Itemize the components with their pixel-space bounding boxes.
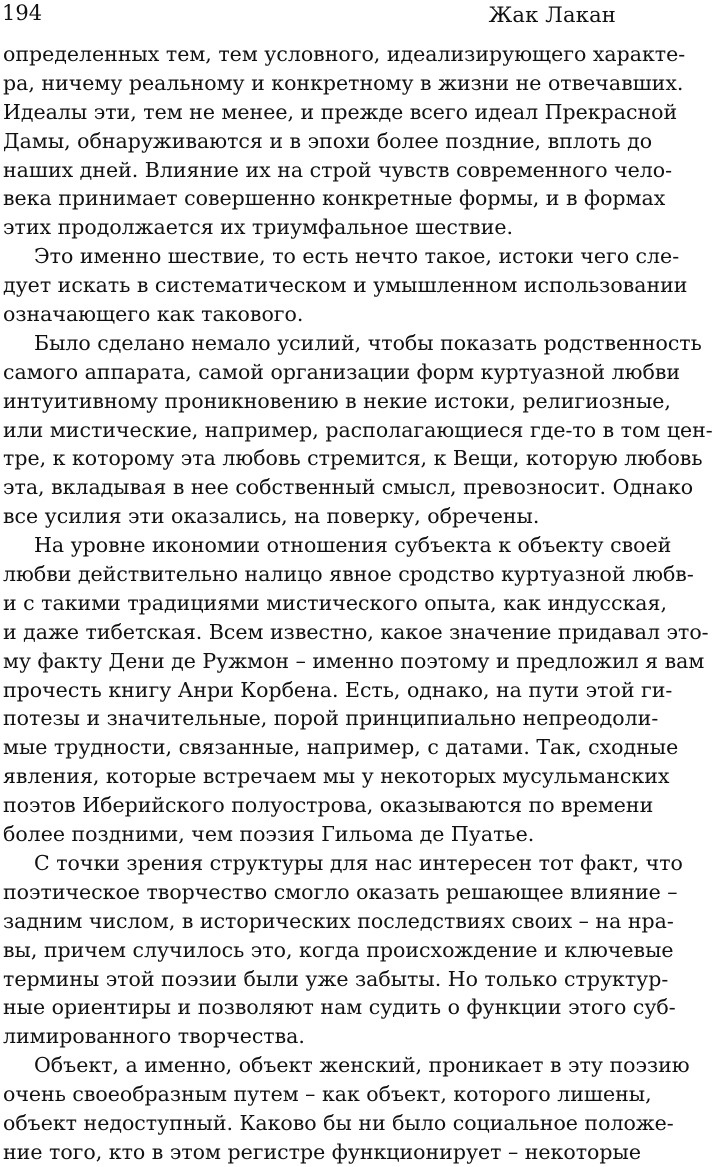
text-line: Это именно шествие, то есть нечто такое, истоки чего сле- bbox=[34, 244, 680, 269]
text-line: означающего как такового. bbox=[3, 302, 304, 327]
paragraph bbox=[0, 40, 686, 242]
text-line: поэтическое творчество смогло оказать решающее влияние – bbox=[3, 879, 678, 904]
text-line: и с такими традициями мистического опыта, как индусская, bbox=[3, 590, 667, 615]
text-line: любви действительно налицо явное сродство куртуазной любв- bbox=[3, 562, 694, 587]
text-line: все усилия эти оказались, на поверку, обречены. bbox=[3, 504, 540, 529]
text-line: На уровне икономии отношения субъекта к объекту своей bbox=[34, 533, 672, 558]
text-line: тре, к которому эта любовь стремится, к Вещи, которую любовь bbox=[3, 446, 703, 471]
text-line: и даже тибетская. Всем известно, какое значение придавал это- bbox=[3, 619, 709, 644]
page-header bbox=[0, 0, 620, 34]
text-line: явления, которые встречаем мы у некоторых мусульманских bbox=[3, 764, 670, 789]
text-line: этих продолжается их триумфальное шествие. bbox=[3, 215, 514, 240]
text-line: Дамы, обнаруживаются и в эпохи более поздние, вплоть до bbox=[3, 128, 653, 153]
text-line: му факту Дени де Ружмон – именно поэтому и предложил я вам bbox=[3, 648, 705, 673]
text-line: лимированного творчества. bbox=[3, 1024, 305, 1049]
page-number: 194 bbox=[2, 1, 43, 25]
text-line: дует искать в систематическом и умышленном использовании bbox=[3, 273, 688, 298]
running-head-author: Жак Лакан bbox=[488, 3, 616, 27]
text-line: эта, вкладывая в нее собственный смысл, превозносит. Однако bbox=[3, 475, 694, 500]
text-line: объект недоступный. Каково бы ни было социальное положе- bbox=[3, 1110, 674, 1135]
text-line: интуитивному проникновению в некие истоки, религиозные, bbox=[3, 388, 671, 413]
text-line: вы, причем случилось это, когда происхождение и ключевые bbox=[3, 937, 674, 962]
text-line: потезы и значительные, порой принципиально непреодоли- bbox=[3, 706, 659, 731]
text-line: ние того, кто в этом регистре функционирует – некоторые bbox=[3, 1139, 641, 1164]
text-line: определенных тем, тем условного, идеализирующего характе- bbox=[3, 42, 686, 66]
text-line: очень своеобразным путем – как объект, которого лишены, bbox=[3, 1082, 652, 1107]
text-line: самого аппарата, самой организации форм куртуазной любви bbox=[3, 359, 681, 384]
text-line: или мистические, например, располагающиеся где-то в том цен- bbox=[3, 417, 713, 442]
text-line: прочесть книгу Анри Корбена. Есть, однако, на пути этой ги- bbox=[3, 677, 673, 702]
text-line: задним числом, в исторических последствиях своих – на нра- bbox=[3, 908, 674, 933]
paragraph bbox=[0, 531, 709, 849]
text-line: более поздними, чем поэзия Гильома де Пуатье. bbox=[3, 822, 535, 847]
paragraph bbox=[0, 242, 688, 329]
text-line: поэтов Иберийского полуострова, оказываются по времени bbox=[3, 793, 654, 818]
text-line: термины этой поэзии были уже забыты. Но только структур- bbox=[3, 966, 669, 991]
text-line: ные ориентиры и позволяют нам судить о функции этого суб- bbox=[3, 995, 676, 1020]
text-line: ра, ничему реальному и конкретному в жизни не отвечавших. bbox=[3, 70, 684, 95]
text-line: С точки зрения структуры для нас интересен тот факт, что bbox=[34, 850, 683, 875]
text-line: века принимает совершенно конкретные формы, и в формах bbox=[3, 186, 666, 211]
text-line: наших дней. Влияние их на строй чувств современного чело- bbox=[3, 157, 673, 182]
text-line: Объект, а именно, объект женский, проникает в эту поэзию bbox=[34, 1053, 690, 1078]
text-line: Было сделано немало усилий, чтобы показать родственность bbox=[34, 330, 702, 355]
text-line: Идеалы эти, тем не менее, и прежде всего идеал Прекрасной bbox=[3, 99, 678, 124]
paragraph bbox=[0, 1051, 690, 1167]
paragraph bbox=[0, 329, 713, 531]
paragraph bbox=[0, 849, 683, 1051]
body-text bbox=[0, 40, 713, 1167]
text-line: мые трудности, связанные, например, с датами. Так, сходные bbox=[3, 735, 679, 760]
